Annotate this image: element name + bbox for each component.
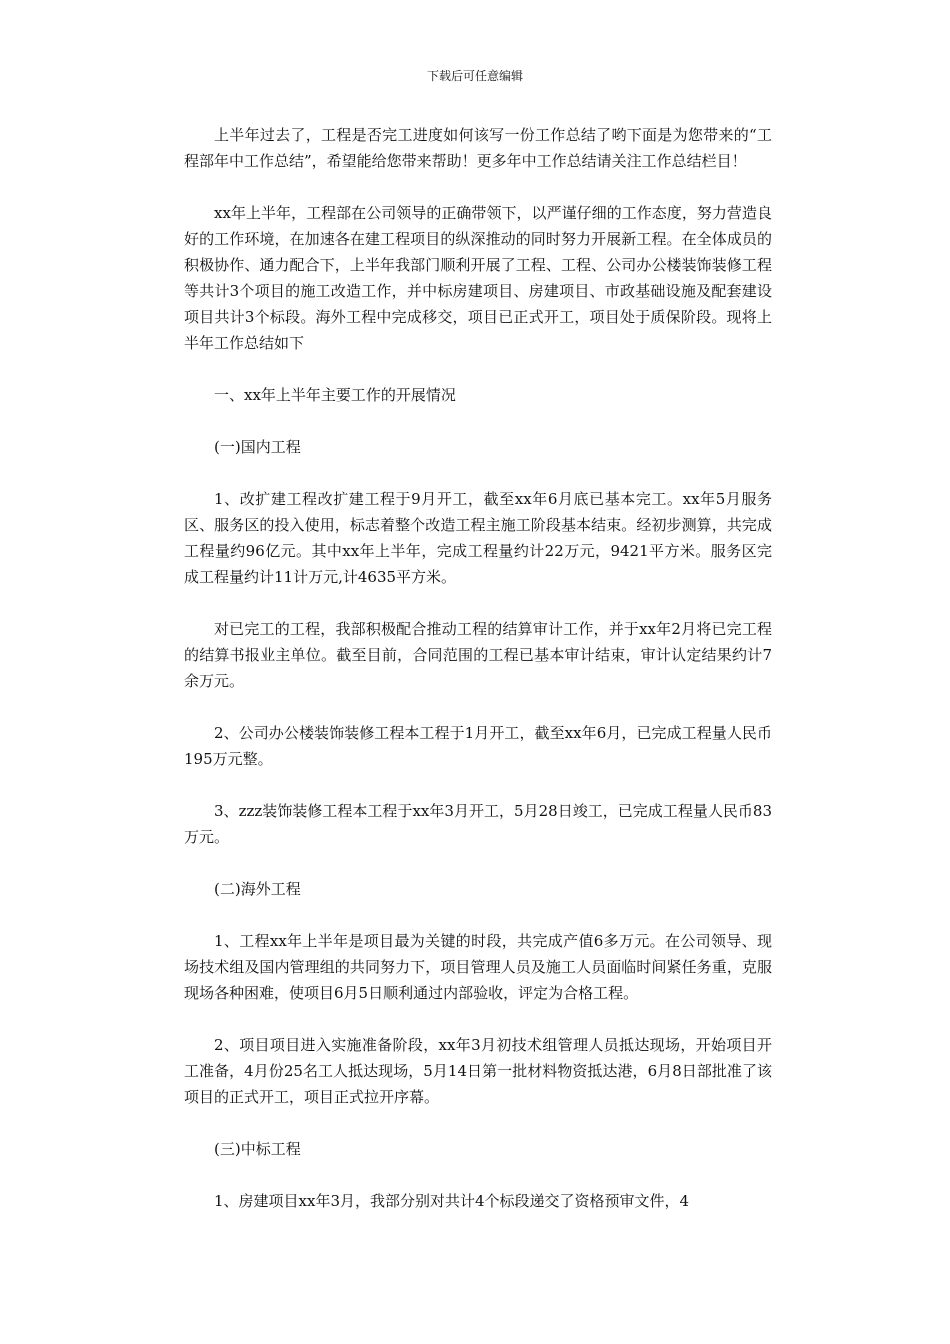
summary-paragraph: xx年上半年，工程部在公司领导的正确带领下，以严谨仔细的工作态度，努力营造良好的工作环境，在加速各在建工程项目的纵深推动的同时努力开展新工程。在全体成员的积极协作、通力配合下，上半年我部门顺利开展了工程、工程、公司办公楼装饰装修工程等共计3个项目的施工改造工作，并中标房建项目、房建项目、市政基础设施及配套建设项目共计3个标段。海外工程中完成移交，项目已正式开工，项目处于质保阶段。现将上半年工作总结如下	[184, 204, 772, 352]
subsection-heading: (二)海外工程	[214, 880, 301, 898]
body-paragraph: 2、公司办公楼装饰装修工程本工程于1月开工，截至xx年6月，已完成工程量人民币195万元整。	[184, 724, 772, 768]
document-body	[184, 122, 772, 1214]
page-header: 下载后可任意编辑	[426, 69, 523, 83]
body-paragraph: 1、工程xx年上半年是项目最为关键的时段，共完成产值6多万元。在公司领导、现场技术组及国内管理组的共同努力下，项目管理人员及施工人员面临时间紧任务重，克服现场各种困难，使项目6月5日顺利通过内部验收，评定为合格工程。	[184, 932, 772, 1002]
subsection-heading: (三)中标工程	[214, 1140, 301, 1158]
body-paragraph: 3、zzz装饰装修工程本工程于xx年3月开工，5月28日竣工，已完成工程量人民币83万元。	[184, 802, 772, 846]
section-heading: 一、xx年上半年主要工作的开展情况	[214, 386, 456, 404]
body-paragraph: 2、项目项目进入实施准备阶段，xx年3月初技术组管理人员抵达现场，开始项目开工准备，4月份25名工人抵达现场，5月14日第一批材料物资抵达港，6月8日部批准了该项目的正式开工，项目正式拉开序幕。	[184, 1036, 772, 1106]
body-paragraph: 1、房建项目xx年3月，我部分别对共计4个标段递交了资格预审文件，4	[214, 1192, 690, 1210]
subsection-heading: (一)国内工程	[214, 438, 301, 456]
body-paragraph: 1、改扩建工程改扩建工程于9月开工，截至xx年6月底已基本完工。xx年5月服务区、服务区的投入使用，标志着整个改造工程主施工阶段基本结束。经初步测算，共完成工程量约96亿元。其中xx年上半年，完成工程量约计22万元，9421平方米。服务区完成工程量约计11计万元,计4635平方米。	[184, 490, 772, 586]
intro-paragraph: 上半年过去了，工程是否完工进度如何该写一份工作总结了哟下面是为您带来的“工程部年中工作总结”，希望能给您带来帮助！更多年中工作总结请关注工作总结栏目！	[184, 126, 772, 170]
body-paragraph: 对已完工的工程，我部积极配合推动工程的结算审计工作，并于xx年2月将已完工程的结算书报业主单位。截至目前，合同范围的工程已基本审计结束，审计认定结果约计7余万元。	[184, 620, 772, 690]
